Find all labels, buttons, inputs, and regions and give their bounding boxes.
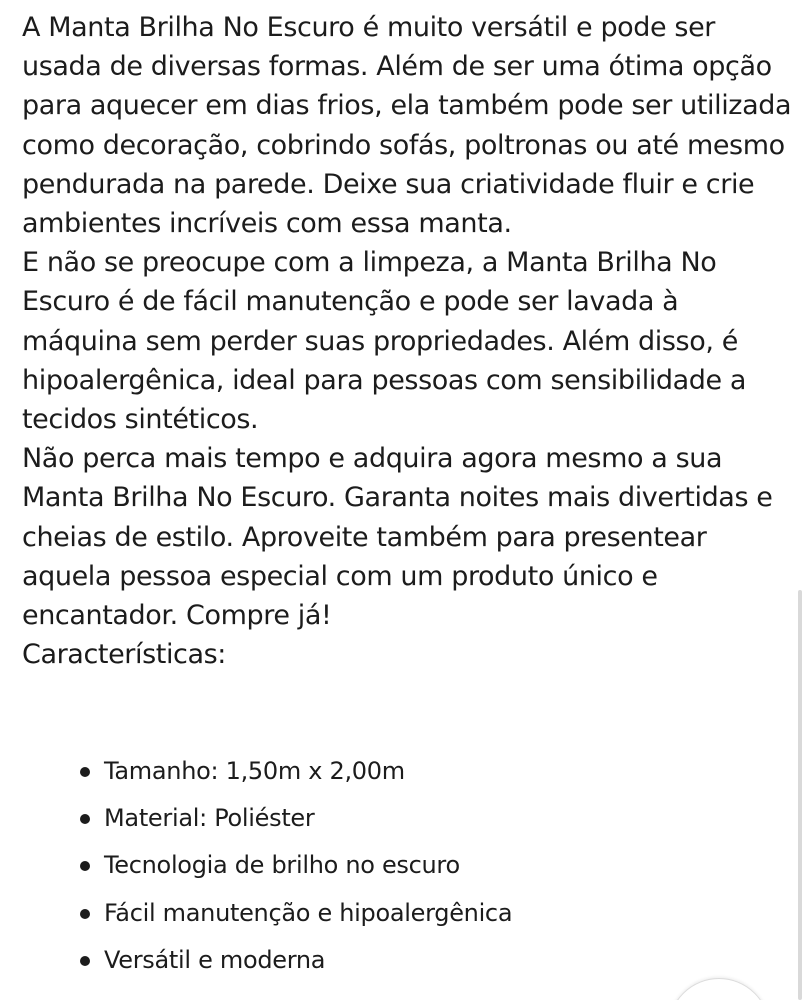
scrollbar[interactable] — [798, 590, 802, 1000]
bullet-icon — [80, 861, 90, 871]
description-paragraph: Não perca mais tempo e adquira agora mesmo a sua Manta Brilha No Escuro. Garanta noites mais divertidas e cheias de estilo. Aproveite também para presentear aquela pessoa especial com um produto único e encantador. Compre já! — [22, 443, 773, 632]
feature-text: Tamanho: 1,50m x 2,00m — [104, 757, 405, 785]
feature-text: Tecnologia de brilho no escuro — [104, 851, 460, 880]
bullet-icon — [80, 767, 90, 777]
feature-text: Fácil manutenção e hipoalergênica — [104, 898, 513, 927]
feature-text: Material: Poliéster — [104, 804, 315, 833]
feature-item — [80, 937, 512, 984]
bullet-icon — [80, 814, 90, 824]
description-paragraph: A Manta Brilha No Escuro é muito versátil e pode ser usada de diversas formas. Além de ser uma ótima opção para aquecer em dias frios, ela também pode ser utilizada como decoração, cobrindo sofás, poltronas ou até mesmo pendurada na parede. Deixe sua criatividade fluir e crie ambientes incríveis com essa manta. — [22, 12, 792, 240]
bullet-icon — [80, 909, 90, 919]
floating-action-button[interactable] — [668, 978, 770, 1000]
feature-item — [80, 795, 512, 842]
feature-item — [80, 842, 512, 889]
features-list — [80, 748, 512, 984]
product-description — [22, 8, 792, 674]
bullet-icon — [80, 956, 90, 966]
feature-item — [80, 748, 512, 795]
feature-item — [80, 890, 512, 937]
feature-text: Versátil e moderna — [104, 945, 326, 974]
features-heading: Características: — [22, 639, 226, 671]
description-paragraph: E não se preocupe com a limpeza, a Manta Brilha No Escuro é de fácil manutenção e pode ser lavada à máquina sem perder suas propriedades. Além disso, é hipoalergênica, ideal para pessoas com sensibilidade a tecidos sintéticos. — [22, 247, 747, 436]
